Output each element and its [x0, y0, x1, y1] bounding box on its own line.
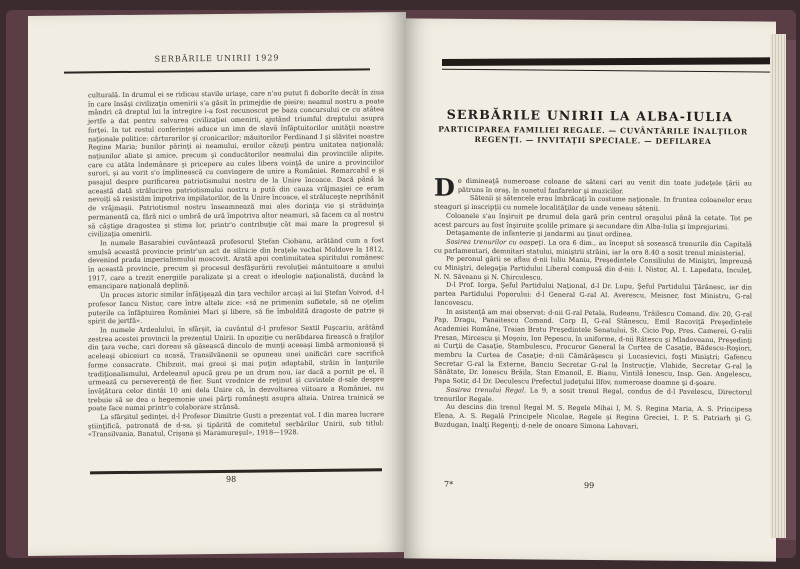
paragraph: Detaşamente de infanterie şi jandarmi au ţinut ordinea.	[446, 228, 633, 239]
chapter-title: SERBĂRILE UNIRII LA ALBA-IULIA	[446, 106, 734, 125]
left-page	[28, 12, 406, 556]
section-text: La ora 6 dim., au început să sosească trenurile din Capitală cu parlamentari, demnitari statului, miniştrii străini, iar la ora 8.40 a sosit trenul ministerial.	[434, 238, 752, 257]
chapter-subtitle: PARTICIPAREA FAMILIEI REGALE. — CUVÂNTĂRILE ÎNALŢILOR REGENŢI. — INVITAŢII SPECIALE. — DEFILAREA	[438, 124, 748, 147]
paragraph: In numele Ardealului, în sfârşit, ia cuvântul d-l profesor Sextil Puşcariu, arătând zestrea acestei provincii la prezentul Unirii. In opoziţie cu nerăbdarea firească a fraţilor din ţara veche, cari doreau să găsească dincolo de munţi aceeaşi limbă armonioasă şi aceleaşi obiceiuri ca acasă, Transilvănenii se opuneau unei unificări care sacrifică forme consacrate. Chibzuit, mai greoi şi mai puţin adaptabil, străin în lanţurile tradiţionalismului, Ardeleanul apucă greu pe un drum nou, iar dacă a pornit pe el, îl urmează cu perseverenţă de fier. Sunt vrednice de reţinut şi cuvintele d-sale despre învăţătura celor dintâi 10 ani dela Unire că, în dezvoltarea viitoare a României, nu trebuie să se dea o hegemonie unei părţi româneşti asupra alteia. Unirea trainică se poate face numai printr'o colaborare strânsă.	[88, 323, 384, 413]
paragraph: Un proces istoric similar înfăţişează din ţara vechilor arcaşi ai lui Ştefan Voivod, d-l profesor Iancu Nistor, care între altele zice: «să ne primenim sufletele, să ne oţelim puterile ca înfăptuirea României Mari şi libere, să fie îmboldită dragoste de patrie şi spirit de jertfă».	[88, 288, 384, 326]
paragraph: Sătenii şi sătencele erau îmbrăcaţi în costume naţionale. In fruntea coloanelor erau steaguri şi inscripţii cu numele localităţilor de unde veneau sătenii.	[434, 194, 752, 213]
running-head: SERBĂRILE UNIRII 1929	[154, 53, 280, 64]
top-thin-rule	[442, 69, 774, 73]
right-body-text	[434, 172, 752, 432]
footer-rule	[90, 468, 382, 474]
section-label: Sosirea trenului Regal.	[446, 385, 527, 395]
paragraph: In numele Basarabiei cuvântează profesorul Ştefan Ciobanu, arătând cum a fost smulsă această provincie printr'un act de silnicie din braţele vechei Moldove la 1812, devenind prada imperialismului moscovit. Arată apoi continuitatea spiritului românesc în această provincie, precum şi procesul desfăşurării revoluţiei mântuitoare a anului 1917, care a trezit energiile paralizate şi a creat o ideologie naţionalistă, ducând la emancipare naţională deplină.	[88, 236, 384, 291]
paragraph: Pe peronul gării se aflau d-nii Iuliu Maniu, Preşedintele Consiliului de Miniştri, împreună cu Miniştri, delegaţia Partidului Liberal compusă din d-nii: I. Nistor, Al. I. Lapedatu, Inculeţ, N. N. Săveanu şi N. Chirculescu.	[434, 255, 752, 282]
left-body-text	[88, 88, 384, 439]
drop-cap: D	[434, 172, 455, 202]
page-number: 99	[584, 480, 595, 491]
right-page	[404, 18, 776, 561]
signature-mark: 7*	[444, 479, 454, 489]
paragraph: Coloanele s'au înşiruit pe drumul dela gară prin centrul oraşului până la cetate. Tot pe acest parcurs au fost înşiruite şcolile primare şi secundare din Alba-Iulia şi împrejurimi.	[434, 211, 752, 231]
header-rule	[64, 68, 370, 73]
section-text: La 9, a sosit trenul Regal, condus de d-l Pavelescu, Directorul trenurilor Regale.	[434, 386, 752, 403]
section-label: Sosirea trenurilor cu oaspeţi.	[446, 237, 546, 247]
paragraph: culturală. In drumul ei se ridicau stavile uriaşe, care n'au putut fi doborîte decât în ziua în care însăşi civilizaţia omenirii s'a găsit în primejdie de pieire; neamul nostru a poate mândri că dreptul lui la întregire i-a fost recunoscut pe baza concursului ce cu atâtea jertfe a dat pentru salvarea civilizaţiei omenirii, ajutând triumful dreptului asupra forţei. In tot restul conferinţei aduce un imn de slavă înfăptuitorilor unităţii noastre naţionale politice: cărturarilor şi cronicarilor; măuitorilor Ferdinand I şi slăvitei noastre Regine Maria; bunilor părinţi ai neamului, eroilor căzuţi pentru unitatea naţională; naţiunilor aliate şi amice, precum şi conducătorilor neamului din provinciile alipite, care cu atâta îndemânare şi pricepere au cules libera voinţă de unire a provinciilor surori, şi au vorit s'o împlinească cu convingere de unire a României. Remarcabil e şi pasajul despre purificarea patriotismului nostru de la Unire încoace. Dacă până la această dată strălucirea patriotismului nostru a pută din cauza vrăjmaşiei ce eram nevoiţi să resistăm împotriva impilatorilor, de la Unire încoace, el străluceşte neprihănit de vrăjmaşii. Patriotismul nostru înseamnează mai ales dorinţa vie şi străduinţa permanentă ca, fără nici o umbră de ură împotriva altor neamuri, să facem ca al nostru să câştige dragostea şi stima lor, printr'o contribuţie cât mai mare la progresul şi civilizaţia omenirii.	[88, 88, 384, 239]
paragraph: Au descins din trenul Regal M. S. Regele Mihai I, M. S. Regina Maria, A. S. Principesa Elena, A. S. Regală Principele Nicolae, Regele şi Regina Greciei, I. P. S. Patriarh şi G. Buzdugan, Inalţi Regenţi; d-nele de onoare Simona Lahovari,	[434, 403, 752, 431]
opening-text: e dimineaţă numeroase coloane de săteni cari au venit din toate judeţele ţării au pătruns în oraş, în sunetul fanfarelor şi muzicilor.	[457, 176, 752, 195]
page-stack-edge	[770, 34, 786, 538]
paragraph: In asistenţă am mai observat: d-nii G-ral Petala, Rudeanu, Trăilescu Comand. div. 20, G-ral Pap, Dragu, Panaitescu Comand. Corp II, G-ral Stănescu, Emil Racoviţă Preşedintele Academiei Române, Traian Bratu Preşedintele Senatului, St. Cicio Pop, Pres. Camerei, G-ralii Presan, Mircescu şi Moşoiu, Ion Pepescu, în uniforme, d-nii Rătescu şi Mladoveanu, Preşedinţi ai Curţii de Casaţie, Stambulescu, Procuror General la Curtea de Casaţie, Bădescu-Roşiori, membru la Curtea de Casaţie; d-nii Cămărăşescu şi Lucasievici, foşti Miniştri; Gafencu Secretar G-ral la Externe, Banciu Secretar G-ral la Instrucţie, Vlahide, Secretar G-ral la Sănătate, Dr. Ionescu Brăila, Stan Emanoil, E. Bianu, Vintilă Ionescu, Insp. Gen. Angelescu, Papa Sotir, d-l Dr. Deculescu Prefectul judeţului Ilfov, numeroase doamne şi d-şoare.	[434, 307, 752, 388]
paragraph: La sfârşitul şedinţei, d-l Profesor Dimitrie Gusti a prezentat vol. I din marea lucrare ştiinţifică, patronată de d-sa, şi tipărită de comitetul serbărilor Unirii, sub titlul: «Transilvania, Banatul, Crişana şi Maramureşul», 1918—1928.	[88, 410, 384, 439]
paragraph: D-l Prof. Iorga, Şeful Partidului Naţional, d-l Dr. Lupu, Şeful Partidului Ţărănesc, iar din partea Partidului Poporului: d-l General G-ral Al. Averescu, Meisner, fost Ministru, G-ral Iancovescu.	[434, 281, 752, 307]
top-heavy-rule	[442, 57, 774, 66]
page-number: 98	[226, 474, 237, 484]
